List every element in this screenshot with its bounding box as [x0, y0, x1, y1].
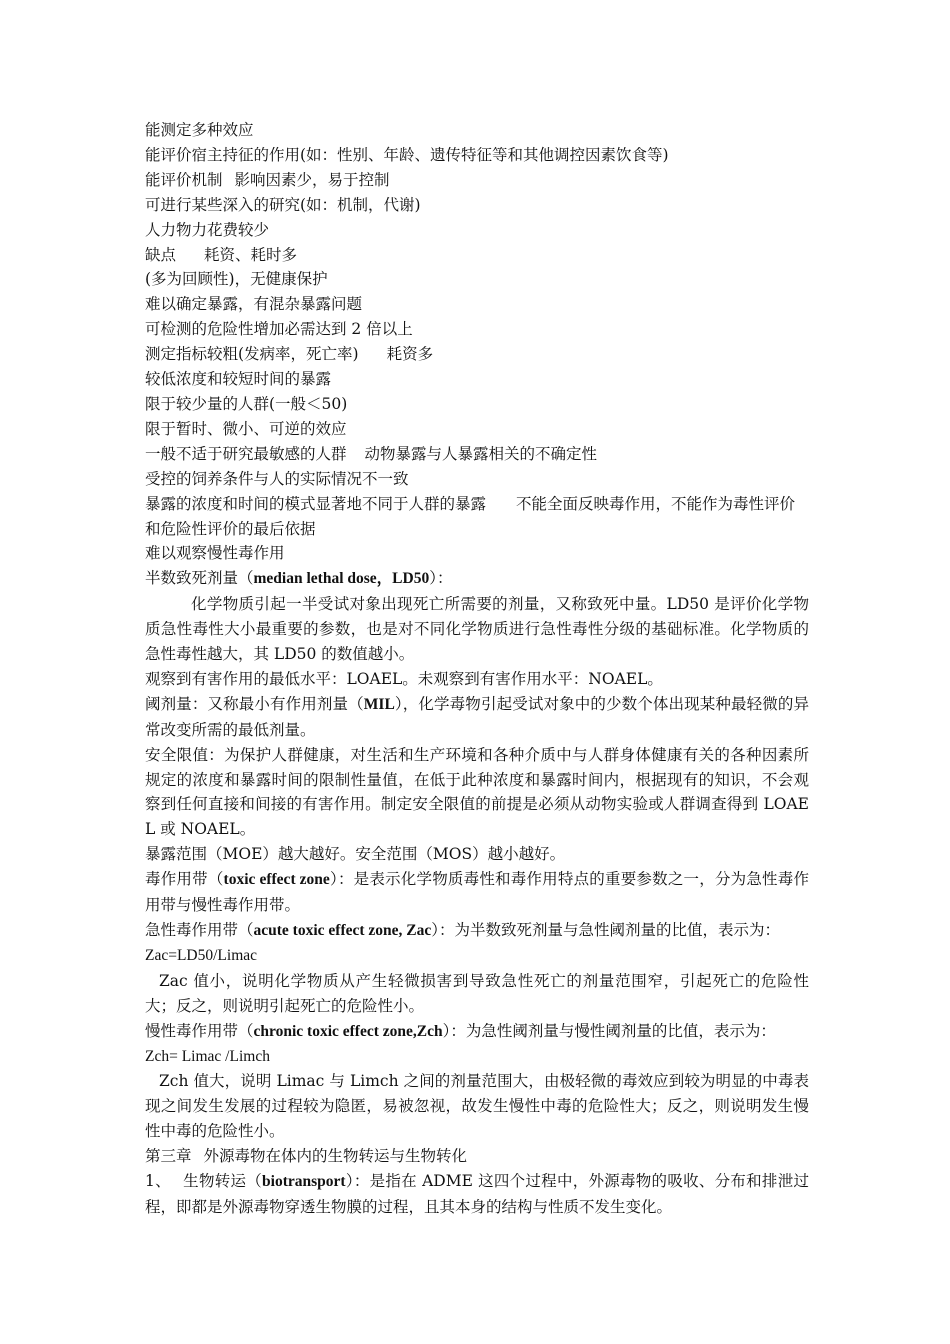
heading-prefix: 半数致死剂量（: [145, 569, 254, 588]
acute-suffix: ）：为半数致死剂量与急性阈剂量的比值，表示为：: [431, 921, 781, 939]
chronic-zone-definition: [145, 1019, 809, 1045]
toxic-effect-zone: [145, 867, 809, 918]
heading-suffix: ）：: [429, 569, 453, 588]
text-segment: 动物暴露与人暴露相关的不确定性: [364, 444, 598, 463]
item-suffix: ）：是指在 ADME 这四个过程中，外源毒物的吸收、分布和排泄过程，即都是外源毒物穿透生物膜的过程，且其本身的结构与性质不发生变化。: [145, 1172, 809, 1216]
chronic-formula: Zch= Limac /Limch: [145, 1047, 270, 1065]
chronic-explanation: Zch 值大，说明 Limac 与 Limch 之间的剂量范围大，由极轻微的毒效应到较为明显的中毒表现之间发生发展的过程较为隐匿，易被忽视，故发生慢性中毒的危险性大；反之，则说明发生慢性中毒的危险性小。: [145, 1072, 809, 1141]
text-segment: 缺点: [145, 245, 177, 264]
text-segment: 不能全面反映毒作用，不能作为毒性评价和危险性评价的最后依据: [145, 494, 796, 538]
moe-mos: 暴露范围（MOE）越大越好。安全范围（MOS）越小越好。: [145, 845, 566, 864]
threshold-prefix: 阈剂量：又称最小有作用剂量（: [145, 694, 364, 713]
item-number: 1、: [145, 1172, 171, 1191]
text-line: 能测定多种效应: [145, 121, 254, 139]
zone-term: toxic effect zone: [223, 871, 330, 889]
text-line: (多为回顾性)，无健康保护: [145, 270, 328, 289]
chapter-number: 第三章: [145, 1147, 192, 1166]
chronic-term: chronic toxic effect zone,Zch: [253, 1022, 443, 1040]
zone-prefix: 毒作用带（: [145, 870, 224, 889]
item-prefix: 生物转运（: [182, 1172, 263, 1191]
chapter-title: [145, 1144, 809, 1169]
document-body: [145, 118, 809, 1220]
text-line: 限于暂时、微小、可逆的效应: [145, 419, 347, 438]
threshold-suffix: ），化学毒物引起受试对象中的少数个体出现某种最轻微的异常改变所需的最低剂量。: [145, 694, 809, 739]
text-segment: 一般不适于研究最敏感的人群: [145, 444, 347, 463]
ld50-definition: 化学物质引起一半受试对象出现死亡所需要的剂量，又称致死中量。LD50 是评价化学物质急性毒性大小最重要的参数，也是对不同化学物质进行急性毒性分级的基础标准。化学物质的急性毒性越大，其 LD50 的数值越小。: [145, 595, 809, 664]
text-line: 难以观察慢性毒作用: [145, 544, 285, 563]
text-line: 受控的饲养条件与人的实际情况不一致: [145, 469, 409, 488]
threshold-term: MIL: [363, 695, 395, 713]
heading-term: median lethal dose，LD50: [253, 570, 430, 588]
text-segment: 能评价机制: [145, 170, 223, 189]
text-line: 可检测的危险性增加必需达到 2 倍以上: [145, 320, 413, 339]
threshold-dose: [145, 692, 809, 743]
acute-prefix: 急性毒作用带（: [145, 921, 254, 939]
ld50-heading: [145, 566, 809, 592]
text-line: [145, 442, 809, 467]
text-line: [145, 243, 809, 268]
acute-term: acute toxic effect zone, Zac: [253, 922, 432, 939]
text-segment: 影响因素少，易于控制: [234, 170, 390, 189]
acute-zone-definition: [145, 918, 809, 944]
loael-noael: 观察到有害作用的最低水平：LOAEL。未观察到有害作用水平：NOAEL。: [145, 669, 663, 688]
text-line: [145, 492, 809, 542]
text-segment: 耗资多: [386, 345, 434, 364]
biotransport-definition: [145, 1169, 809, 1220]
text-segment: 耗资、耗时多: [204, 245, 298, 264]
chronic-suffix: ）：为急性阈剂量与慢性阈剂量的比值，表示为：: [442, 1021, 776, 1040]
text-segment: 暴露的浓度和时间的模式显著地不同于人群的暴露: [145, 494, 487, 513]
acute-formula: Zac=LD50/Limac: [145, 946, 258, 964]
text-line: [145, 342, 809, 367]
chronic-prefix: 慢性毒作用带（: [145, 1021, 254, 1040]
item-term: biotransport: [262, 1173, 346, 1191]
chapter-name: 外源毒物在体内的生物转运与生物转化: [203, 1147, 468, 1166]
text-line: 较低浓度和较短时间的暴露: [145, 370, 332, 389]
acute-explanation: Zac 值小，说明化学物质从产生轻微损害到导致急性死亡的剂量范围窄，引起死亡的危险性大；反之，则说明引起死亡的危险性小。: [145, 971, 809, 1015]
safety-limit: 安全限值：为保护人群健康，对生活和生产环境和各种介质中与人群身体健康有关的各种因素所规定的浓度和暴露时间的限制性量值，在低于此种浓度和暴露时间内，根据现有的知识，不会观察到任何直接和间接的有害作用。制定安全限值的前提是必须从动物实验或人群调查得到 LOAEL 或 NOAEL。: [145, 745, 809, 839]
text-line: 能评价宿主持征的作用(如：性别、年龄、遗传特征等和其他调控因素饮食等): [145, 145, 669, 164]
text-line: 难以确定暴露，有混杂暴露问题: [145, 295, 363, 314]
zone-suffix: ）：是表示化学物质毒性和毒作用特点的重要参数之一，分为急性毒作用带与慢性毒作用带。: [145, 870, 809, 915]
text-line: 可进行某些深入的研究(如：机制，代谢): [145, 195, 421, 214]
text-line: 限于较少量的人群(一般＜50): [145, 394, 348, 413]
text-line: 人力物力花费较少: [145, 220, 270, 239]
text-line: [145, 168, 809, 193]
text-segment: 测定指标较粗(发病率，死亡率): [145, 345, 359, 364]
